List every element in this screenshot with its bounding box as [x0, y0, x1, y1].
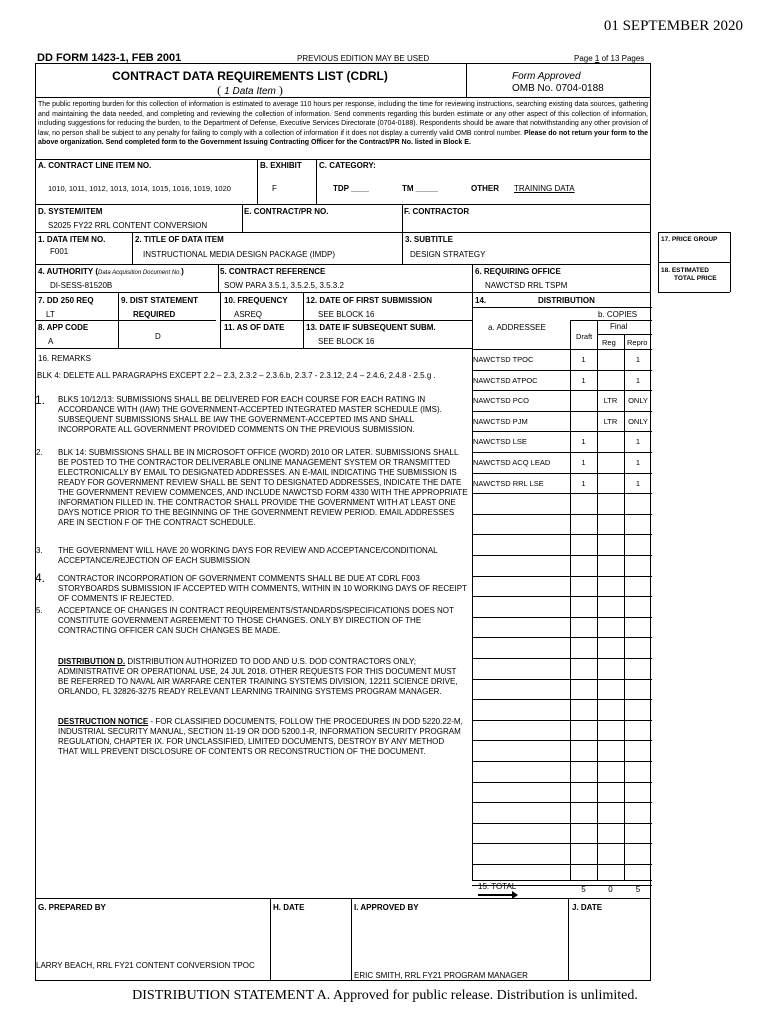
category-tm: TM _____ — [402, 184, 439, 193]
subtitle-text: 1 Data Item — [224, 86, 276, 97]
distribution-grid-line — [472, 431, 652, 432]
block-f-label: F. CONTRACTOR — [404, 207, 470, 216]
block-b-value: F — [272, 184, 277, 193]
block-14-label: 14. — [475, 296, 487, 305]
distribution-grid-line — [472, 390, 652, 391]
form-id: DD FORM 1423-1, FEB 2001 — [37, 52, 182, 64]
distribution-draft: 1 — [581, 355, 586, 364]
distribution-draft: 1 — [581, 376, 586, 385]
remark-1-num: 1. — [35, 393, 46, 407]
block-c-label: C. CATEGORY: — [319, 161, 376, 170]
block-a-label: A. CONTRACT LINE ITEM NO. — [38, 161, 152, 170]
distribution-addressee: NAWCTSD LSE — [473, 437, 527, 446]
distribution-grid-line — [472, 720, 652, 721]
remark-4-text: CONTRACTOR INCORPORATION OF GOVERNMENT COMMENTS SHALL BE DUE AT CDRL F003 STORYBOARDS SUBMISSION IF ACCEPTED WITH COMMENTS, WITHIN IN 10 WORKING DAYS OF RECEIPT OF COMMENTS IF REJECTED. — [58, 574, 467, 603]
block-11-label: 11. AS OF DATE — [224, 323, 285, 332]
block-g-label: G. PREPARED BY — [38, 903, 106, 912]
total-repro: 5 — [635, 885, 641, 894]
remark-3-num: 3. — [36, 546, 43, 555]
remark-4-num: 4. — [35, 571, 46, 585]
distribution-addressee: NAWCTSD PJM — [473, 417, 528, 426]
total-label: 15. TOTAL — [478, 882, 517, 891]
distribution-d-text: DISTRIBUTION AUTHORIZED TO DOD AND U.S. DOD CONTRACTORS ONLY; ADMINISTRATIVE OR OPERATIONAL USE, 24 JUL 2018. OTHER REQUESTS FOR THIS DOCUMENT MUST BE REFERRED TO NAVAL AIR WARFARE CENTER TRAINING SYSTEMS DIVISION, 12211 SCIENCE DRIVE, ORLANDO, FL 32826-3275 READY RELEVANT LEARNING TRAINING SYSTEMS PROGRAM MANAGER. — [58, 657, 458, 696]
block-9-label: 9. DIST STATEMENT — [121, 296, 199, 305]
destruction-text: - FOR CLASSIFIED DOCUMENTS, FOLLOW THE PROCEDURES IN DOD 5220.22-M, INDUSTRIAL SECURITY MANUAL, SECTION 11-19 OR DOD 5200.1-R, INFORMATION SECURITY PROGRAM REGULATION, CHAPTER IX. FOR UNCLASSIFIED, LIMITED DOCUMENTS, DESTROY BY ANY METHOD THAT WILL PREVENT DISCLOSURE OF CONTENTS OR RECONSTRUCTION OF THE DOCUMENT. — [58, 717, 463, 756]
block-8-label: 8. APP CODE — [38, 323, 89, 332]
category-other: OTHER — [471, 184, 499, 193]
distribution-addressee: NAWCTSD RRL LSE — [473, 479, 544, 488]
block-9-label-2: REQUIRED — [133, 310, 176, 319]
block-2-value: INSTRUCTIONAL MEDIA DESIGN PACKAGE (IMDP) — [143, 250, 336, 259]
block-i-label: I. APPROVED BY — [354, 903, 419, 912]
distribution-grid-line — [472, 637, 652, 638]
block-5-value: SOW PARA 3.5.1, 3.5.2.5, 3.5.3.2 — [224, 281, 344, 290]
repro-header: Repro — [627, 338, 648, 347]
copies-header: b. COPIES — [598, 310, 638, 319]
distribution-statement-footer: DISTRIBUTION STATEMENT A. Approved for public release. Distribution is unlimited. — [132, 988, 638, 1003]
remark-5-num: 5. — [36, 606, 43, 615]
block-12-value: SEE BLOCK 16 — [318, 310, 375, 319]
distribution-grid-line — [472, 761, 652, 762]
addressee-header: a. ADDRESSEE — [488, 323, 546, 332]
block-6-label: 6. REQUIRING OFFICE — [475, 267, 561, 276]
block-h-label: H. DATE — [273, 903, 305, 912]
distribution-d-notice — [58, 657, 463, 697]
distribution-grid-line — [472, 596, 652, 597]
approved-by-value: ERIC SMITH, RRL FY21 PROGRAM MANAGER — [354, 971, 528, 980]
distribution-grid-line — [472, 679, 652, 680]
destruction-head: DESTRUCTION NOTICE — [58, 717, 149, 726]
distribution-addressee: NAWCTSD ATPOC — [473, 376, 538, 385]
distribution-reg: LTR — [603, 396, 618, 405]
distribution-grid-line — [472, 411, 652, 412]
remark-2-num: 2. — [36, 448, 43, 457]
block-17-label: 17. PRICE GROUP — [661, 236, 718, 243]
block-d-value: S2025 FY22 RRL CONTENT CONVERSION — [48, 221, 208, 230]
page-current: 1 — [594, 54, 600, 63]
omb-number: OMB No. 0704-0188 — [512, 83, 604, 94]
block-4-label-close: ) — [181, 267, 184, 276]
form-subtitle: ( 1 Data Item ) — [217, 83, 283, 97]
form-title: CONTRACT DATA REQUIREMENTS LIST (CDRL) — [112, 69, 388, 83]
distribution-addressee: NAWCTSD TPOC — [473, 355, 534, 364]
distribution-addressee: NAWCTSD ACQ LEAD — [473, 458, 551, 467]
category-other-value: TRAINING DATA — [514, 184, 575, 193]
distribution-repro: 1 — [635, 437, 641, 446]
block-4-value: DI-SESS-81520B — [50, 281, 113, 290]
distribution-grid-line — [472, 699, 652, 700]
block-1-value: F001 — [50, 247, 69, 256]
burden-text: The public reporting burden for this collection of information is estimated to average 110 hours per response, including the time for reviewing instructions, searching existing data sources, gathering and maintaining the data needed, and completing and reviewing the collection of information. Send comments regarding this burden estimate or any other aspect of this collection of information, including suggestions for reducing the burden, to the Department of Defense, Executive Services Directorate (0704-0188). Respondents should be aware that notwithstanding any other provision of law, no person shall be subject to any penalty for failing to comply with a collection of information if it does not display a currently valid OMB control number. — [38, 101, 648, 137]
block-10-label: 10. FREQUENCY — [224, 296, 288, 305]
remarks-blk4: BLK 4: DELETE ALL PARAGRAPHS EXCEPT 2.2 – 2.3, 2.3.2 – 2.3.6.b, 2.3.7 - 2.3.12, 2.4 – 2.4.6, 2.4.8 - 2.5.g . — [37, 371, 436, 380]
block-4-label — [38, 267, 184, 276]
form-approved: Form Approved — [512, 71, 581, 82]
remark-2-text: BLK 14: SUBMISSIONS SHALL BE IN MICROSOFT OFFICE (WORD) 2010 OR LATER. SUBMISSIONS SHALL BE POSTED TO THE CONTRACTOR DELIVERABLE ONLINE MANAGEMENT SYSTEM OR TRANSMITTED ELECTRONICALLY BY EMAIL TO DESIGNATED ADDRESSES. AN E-MAIL INDICATING THE SUBMISSION IS READY FOR GOVERNMENT REVIEW SHALL BE SENT TO DESIGNATED ADDRESSES, INDICATE THE DATE THE GOVERNMENT REVIEW COMMENCES, AND INCLUDE NAWCTSD FORM 4330 WITH THE APPROPRIATE INFORMATION FILLED IN. THE CONTRACTOR SHALL PROVIDE THE GOVERNMENT WITH AT LEAST ONE DAYS NOTICE PRIOR TO THE BEGINNING OF THE GOVERNMENT REVIEW PERIOD. EMAIL ADDRESSES ARE IN SECTION F OF THE CONTRACT SCHEDULE. — [58, 448, 468, 527]
distribution-grid-line — [472, 555, 652, 556]
total-draft: 5 — [581, 885, 586, 894]
distribution-title: DISTRIBUTION — [538, 296, 595, 305]
reg-header: Reg — [602, 338, 616, 347]
distribution-grid-line — [472, 802, 652, 803]
distribution-reg: LTR — [603, 417, 618, 426]
distribution-grid-line — [472, 823, 652, 824]
distribution-repro: ONLY — [628, 417, 648, 426]
top-date: 01 SEPTEMBER 2020 — [603, 18, 743, 34]
distribution-grid-line — [472, 452, 652, 453]
distribution-grid-line — [472, 370, 652, 371]
remark-3-text: THE GOVERNMENT WILL HAVE 20 WORKING DAYS FOR REVIEW AND ACCEPTANCE/CONDITIONAL ACCEPTANCE/REJECTION OF EACH SUBMISSION — [58, 546, 438, 565]
block-5-label: 5. CONTRACT REFERENCE — [220, 267, 326, 276]
distribution-addressee: NAWCTSD PCO — [473, 396, 529, 405]
remark-5-text: ACCEPTANCE OF CHANGES IN CONTRACT REQUIREMENTS/STANDARDS/SPECIFICATIONS DOES NOT CONSTITUTE GOVERNMENT AGREEMENT TO THOSE CHANGES. ONLY BY DIRECTION OF THE CONTRACTING OFFICER CAN SUCH CHANGES BE MADE. — [58, 606, 454, 635]
distribution-repro: 1 — [635, 355, 641, 364]
burden-bold-text: Please do not return your form to the above organization. Send completed form to the Government Issuing Contracting Officer for the Contract/PR No. listed in Block E. — [38, 129, 648, 146]
distribution-repro: ONLY — [628, 396, 648, 405]
block-7-label: 7. DD 250 REQ — [38, 296, 94, 305]
final-header: Final — [610, 322, 628, 331]
page-suffix: of 13 Pages — [601, 54, 645, 63]
destruction-notice — [58, 717, 463, 757]
distribution-grid-line — [472, 617, 652, 618]
block-3-value: DESIGN STRATEGY — [410, 250, 486, 259]
block-4-label-small: Data Acquisition Document No. — [98, 270, 182, 276]
prepared-by-value: LARRY BEACH, RRL FY21 CONTENT CONVERSION TPOC — [36, 961, 255, 970]
distribution-grid-line — [472, 534, 652, 535]
distribution-draft: 1 — [581, 479, 586, 488]
block-e-label: E. CONTRACT/PR NO. — [244, 207, 329, 216]
block-j-label: J. DATE — [572, 903, 603, 912]
distribution-grid-line — [472, 658, 652, 659]
block-13-value: SEE BLOCK 16 — [318, 337, 375, 346]
remark-1-text: BLKS 10/12/13: SUBMISSIONS SHALL BE DELIVERED FOR EACH COURSE FOR EACH RATING IN ACCORDANCE WITH (IAW) THE GOVERNMENT-ACCEPTED INTEGRATED MASTER SCHEDULE (IMS). SUBSEQUENT SUBMISSIONS SHALL BE IAW THE GOVERNMENT-ACCEPTED IMS AND SHALL INCORPORATE ALL GOVERNMENT PROVIDED COMMENTS ON THE PREVIOUS SUBMISSION. — [58, 395, 442, 434]
distribution-grid-line — [472, 782, 652, 783]
distribution-grid-line — [472, 864, 652, 865]
distribution-d-head: DISTRIBUTION D. — [58, 657, 126, 666]
distribution-draft: 1 — [581, 437, 586, 446]
distribution-draft: 1 — [581, 458, 586, 467]
block-d-label: D. SYSTEM/ITEM — [38, 207, 103, 216]
page-prefix: Page — [574, 54, 593, 63]
distribution-grid-line — [472, 349, 652, 350]
block-a-value: 1010, 1011, 1012, 1013, 1014, 1015, 1016, 1019, 1020 — [48, 184, 231, 193]
block-12-label: 12. DATE OF FIRST SUBMISSION — [306, 296, 433, 305]
block-10-value: ASREQ — [234, 310, 263, 319]
block-3-label: 3. SUBTITLE — [405, 235, 454, 244]
block-18-label: 18. ESTIMATED — [661, 267, 709, 274]
draft-header: Draft — [576, 332, 593, 341]
distribution-grid-line — [472, 843, 652, 844]
block-1-label: 1. DATA ITEM NO. — [38, 235, 106, 244]
distribution-repro: 1 — [635, 479, 641, 488]
block-b-label: B. EXHIBIT — [260, 161, 302, 170]
block-18-label-2: TOTAL PRICE — [674, 275, 717, 282]
distribution-repro: 1 — [635, 458, 641, 467]
page-info — [574, 54, 644, 63]
block-6-value: NAWCTSD RRL TSPM — [485, 281, 568, 290]
block-9-value: D — [155, 332, 161, 341]
block-8-value: A — [48, 337, 54, 346]
distribution-grid-line — [472, 576, 652, 577]
distribution-grid-line — [472, 493, 652, 494]
block-2-label: 2. TITLE OF DATA ITEM — [135, 235, 224, 244]
distribution-repro: 1 — [635, 376, 641, 385]
total-reg: 0 — [608, 885, 613, 894]
previous-edition-note: PREVIOUS EDITION MAY BE USED — [297, 54, 430, 63]
remarks-label: 16. REMARKS — [38, 354, 91, 363]
block-13-label: 13. DATE IF SUBSEQUENT SUBM. — [306, 323, 436, 332]
distribution-grid-line — [472, 514, 652, 515]
category-tdp: TDP ____ — [333, 184, 369, 193]
block-7-value: LT — [46, 310, 55, 319]
burden-notice — [38, 100, 648, 148]
block-4-label-text: 4. AUTHORITY ( — [38, 267, 99, 276]
distribution-grid-line — [472, 473, 652, 474]
total-arrow-line — [478, 894, 514, 896]
distribution-grid-line — [472, 740, 652, 741]
